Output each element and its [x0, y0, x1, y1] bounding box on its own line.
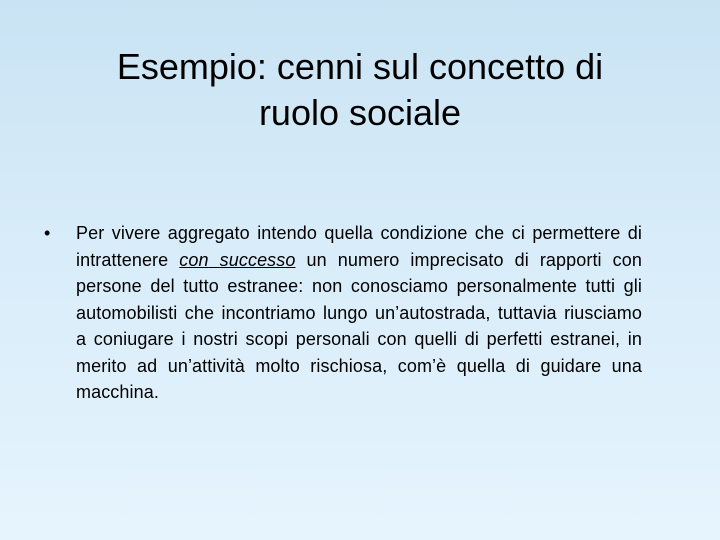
slide-title — [40, 44, 680, 136]
emphasis-space — [209, 250, 220, 270]
bullet-marker: • — [44, 223, 51, 243]
slide-body — [44, 220, 644, 406]
emphasis-successo: successo — [219, 249, 296, 270]
paragraph-text-start: Per vivere aggregato intendo quella condizione che ci permettere di intrattenere — [76, 223, 642, 270]
title-line-2: ruolo sociale — [258, 92, 462, 133]
title-line-1: Esempio: cenni sul concetto di — [116, 46, 604, 87]
bullet-item — [44, 220, 644, 406]
paragraph-text-end: un numero imprecisato di rapporti con persone del tutto estranee: non conosciamo personalmente tutti gli automobilisti che incontriamo lungo un’autostrada, tuttavia riusciamo a coniugare i nostri scopi personali con quelli di perfetti estranei, in merito ad un’attività molto rischiosa, com’è quella di guidare una macchina. — [76, 249, 643, 402]
bullet-paragraph — [76, 220, 642, 406]
emphasis-con: con — [179, 249, 209, 270]
